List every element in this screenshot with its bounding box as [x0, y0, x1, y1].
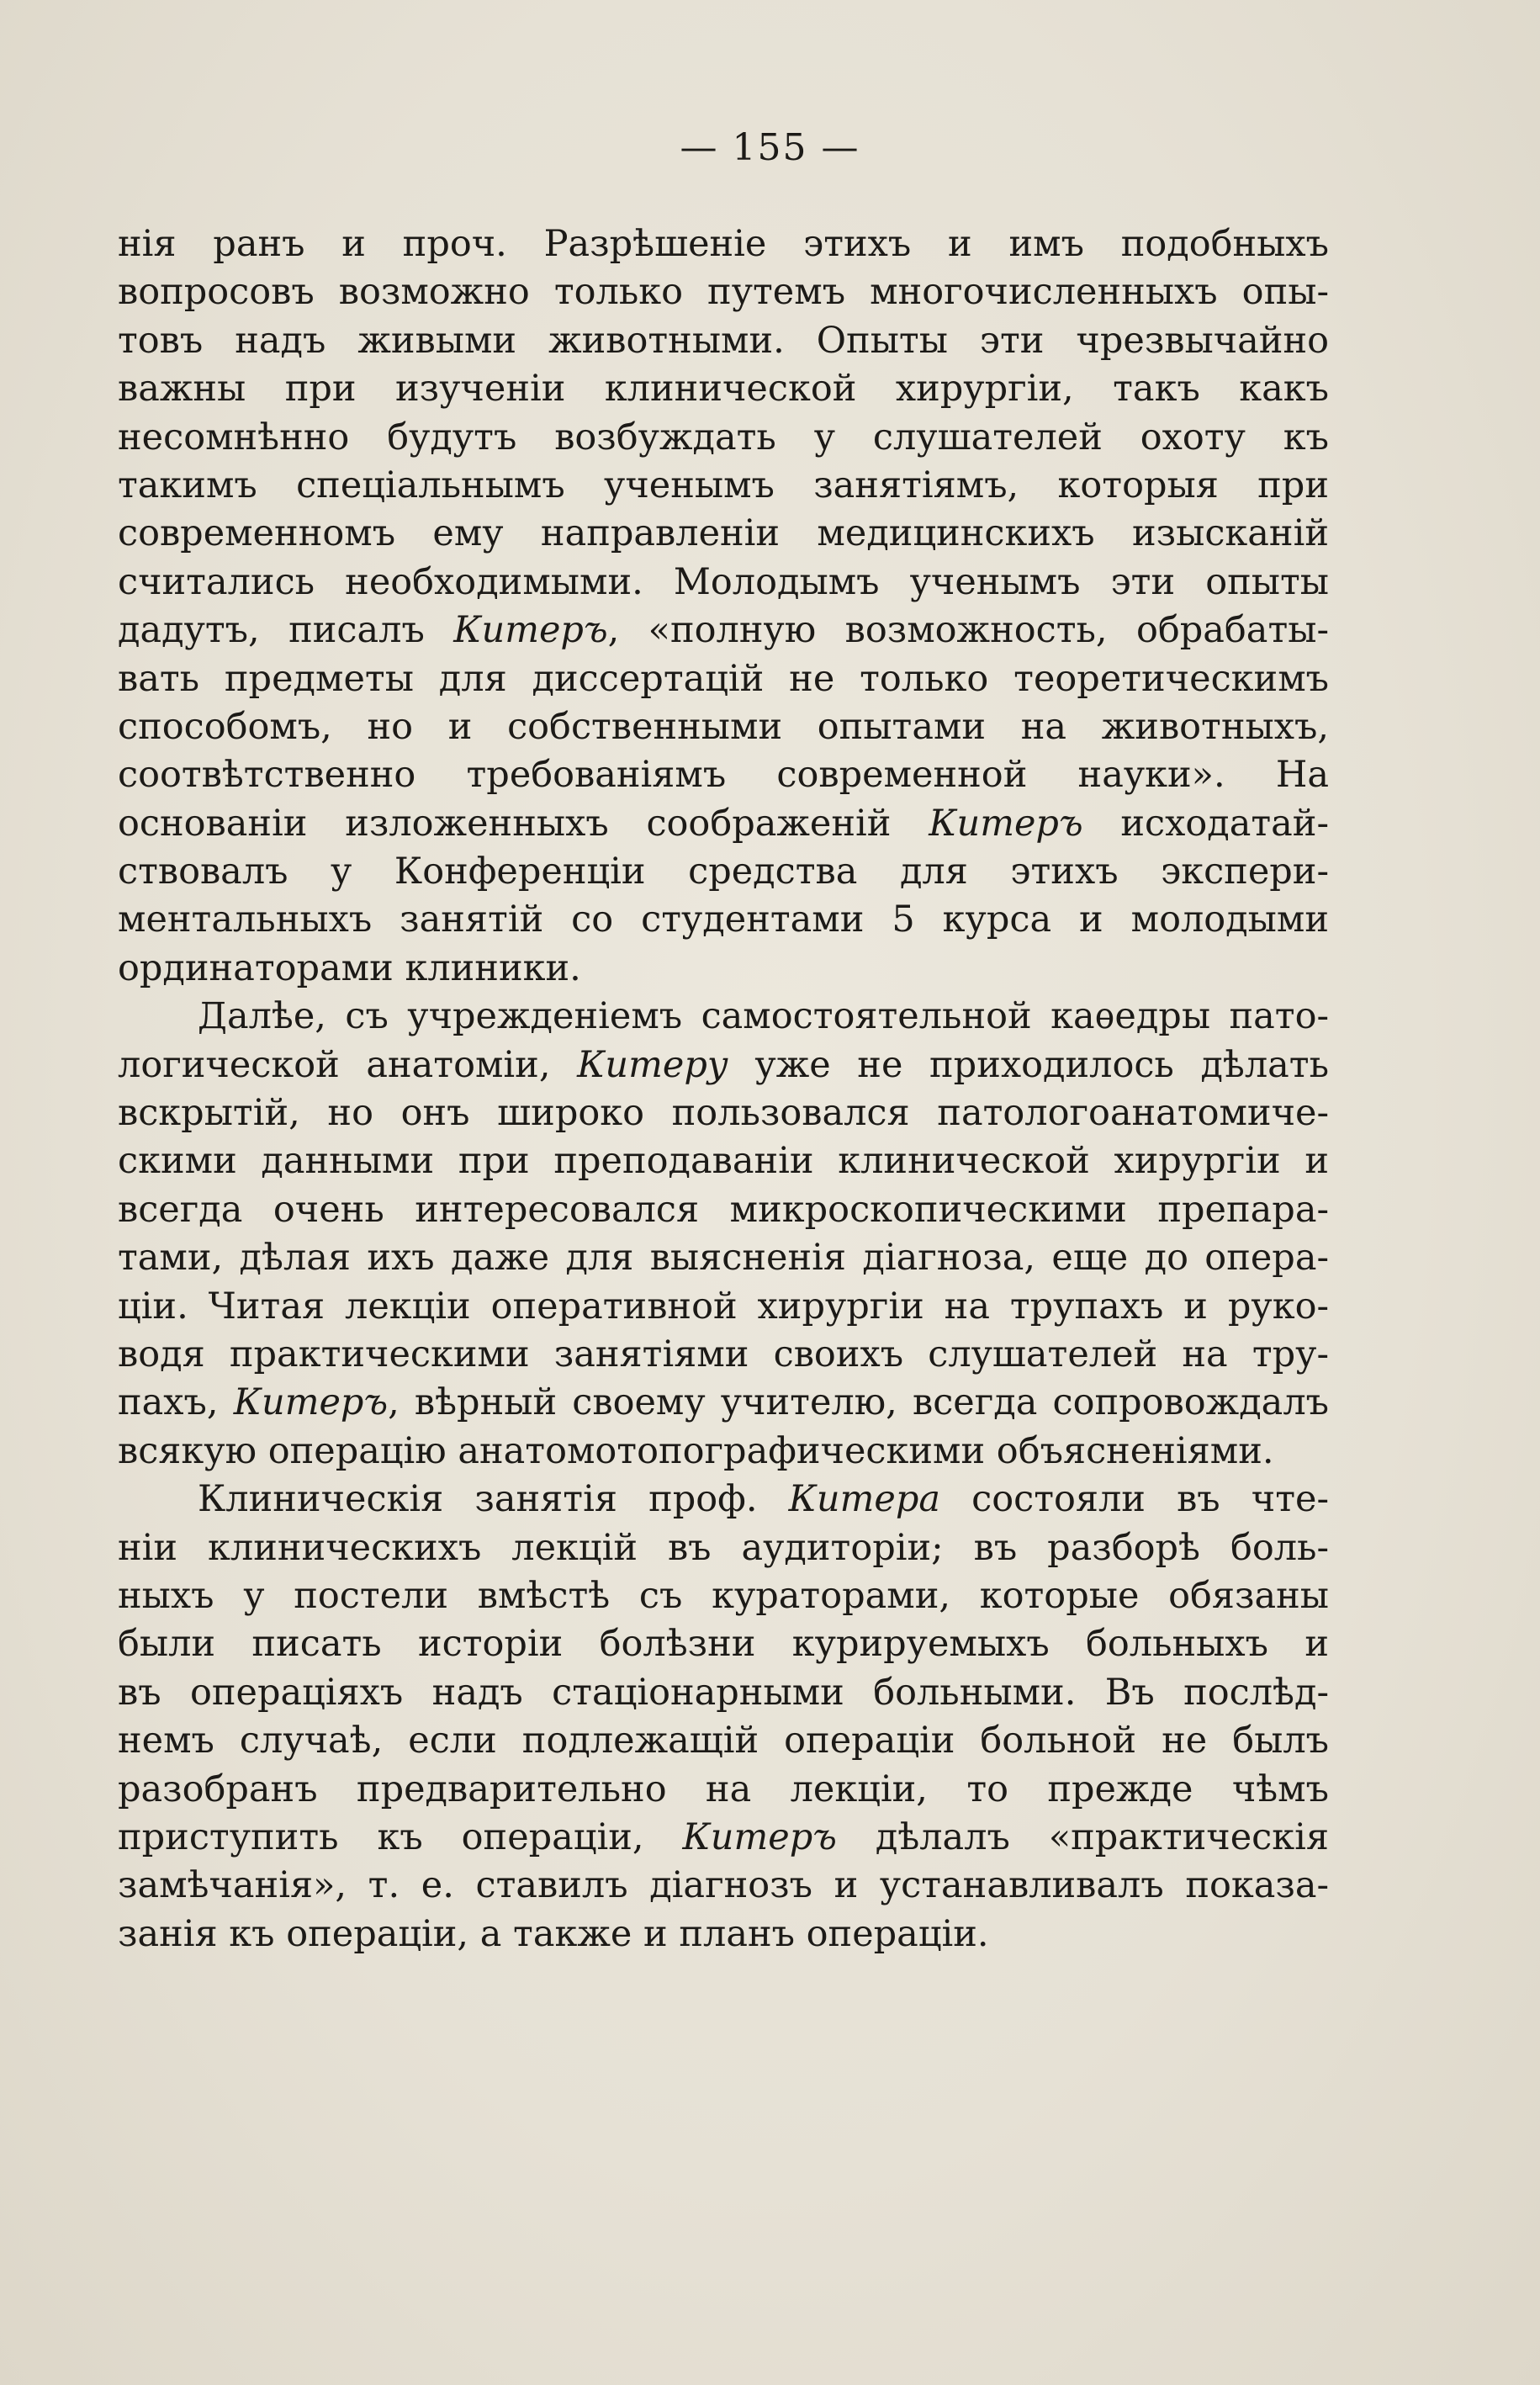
text-line: скими данными при преподаваніи клинической хирургіи и [118, 1140, 1329, 1183]
text-line: водя практическими занятіями своихъ слушателей на тру- [118, 1333, 1329, 1375]
italic-name: Китеру [577, 1043, 728, 1086]
text-line: несомнѣнно будутъ возбуждать у слушателей охоту къ [118, 416, 1329, 458]
text-line: въ операціяхъ надъ стаціонарными больными. Въ послѣд- [118, 1671, 1329, 1714]
text-line: тами, дѣлая ихъ даже для выясненія діагноза, еще до опера- [118, 1237, 1329, 1280]
page-number: — 155 — [680, 126, 860, 169]
text-line: основаніи изложенныхъ соображеній Китеръ исходатай- [118, 802, 1329, 845]
paragraph-3 [118, 1476, 1329, 1958]
text-line: ніи клиническихъ лекцій въ аудиторіи; въ разборѣ боль- [118, 1526, 1329, 1569]
text-line: замѣчанія», т. е. ставилъ діагнозъ и устанавливалъ показа- [118, 1864, 1329, 1907]
italic-name: Китеръ [682, 1815, 837, 1858]
text-line: товъ надъ живыми животными. Опыты эти чрезвычайно [118, 319, 1329, 362]
italic-name: Китеръ [233, 1381, 389, 1424]
body-text [118, 220, 1329, 1958]
text-line: логической анатоміи, Китеру уже не приходилось дѣлать [118, 1043, 1329, 1086]
text-line: современномъ ему направленіи медицинскихъ изысканій [118, 512, 1329, 555]
text-line: вскрытій, но онъ широко пользовался патологоанатомиче- [118, 1092, 1329, 1135]
text-line: такимъ спеціальнымъ ученымъ занятіямъ, которыя при [118, 464, 1329, 506]
paragraph-2 [118, 993, 1329, 1476]
text-line: считались необходимыми. Молодымъ ученымъ эти опыты [118, 560, 1329, 603]
text-line: занія къ операціи, а также и планъ операціи. [118, 1912, 989, 1955]
italic-name: Китера [788, 1478, 940, 1521]
text-line: ціи. Читая лекціи оперативной хирургіи на трупахъ и руко- [118, 1285, 1329, 1328]
text-line: всякую операцію анатомотопографическими объясненіями. [118, 1429, 1274, 1472]
text-line: Далѣе, съ учрежденіемъ самостоятельной каѳедры пато- [198, 995, 1329, 1038]
text-line: всегда очень интересовался микроскопическими препара- [118, 1188, 1329, 1231]
text-line: Клиническія занятія проф. Китера состояли въ чте- [198, 1478, 1329, 1521]
text-line: были писать исторіи болѣзни курируемыхъ больныхъ и [118, 1623, 1329, 1666]
text-line: разобранъ предварительно на лекціи, то прежде чѣмъ [118, 1768, 1329, 1810]
text-line: дадутъ, писалъ Китеръ, «полную возможность, обрабаты- [118, 609, 1329, 652]
text-line: ныхъ у постели вмѣстѣ съ кураторами, которые обязаны [118, 1574, 1329, 1617]
text-line: немъ случаѣ, если подлежащій операціи больной не былъ [118, 1720, 1329, 1762]
text-line: ствовалъ у Конференціи средства для этихъ экспери- [118, 851, 1329, 893]
paragraph-1 [118, 220, 1329, 993]
text-line: ординаторами клиники. [118, 946, 581, 989]
text-line: нія ранъ и проч. Разрѣшеніе этихъ и имъ подобныхъ [118, 223, 1329, 265]
text-line: пахъ, Китеръ, вѣрный своему учителю, всегда сопровождалъ [118, 1381, 1329, 1424]
text-line: вопросовъ возможно только путемъ многочисленныхъ опы- [118, 271, 1329, 314]
italic-name: Китеръ [453, 609, 608, 652]
text-line: важны при изученіи клинической хирургіи, такъ какъ [118, 368, 1329, 411]
text-line: способомъ, но и собственными опытами на животныхъ, [118, 705, 1329, 748]
text-line: приступить къ операціи, Китеръ дѣлалъ «практическія [118, 1815, 1329, 1858]
text-line: соотвѣтственно требованіямъ современной науки». На [118, 754, 1329, 797]
text-line: вать предметы для диссертацій не только теоретическимъ [118, 657, 1329, 700]
italic-name: Китеръ [929, 802, 1083, 845]
text-line: ментальныхъ занятій со студентами 5 курса и молодыми [118, 898, 1329, 941]
